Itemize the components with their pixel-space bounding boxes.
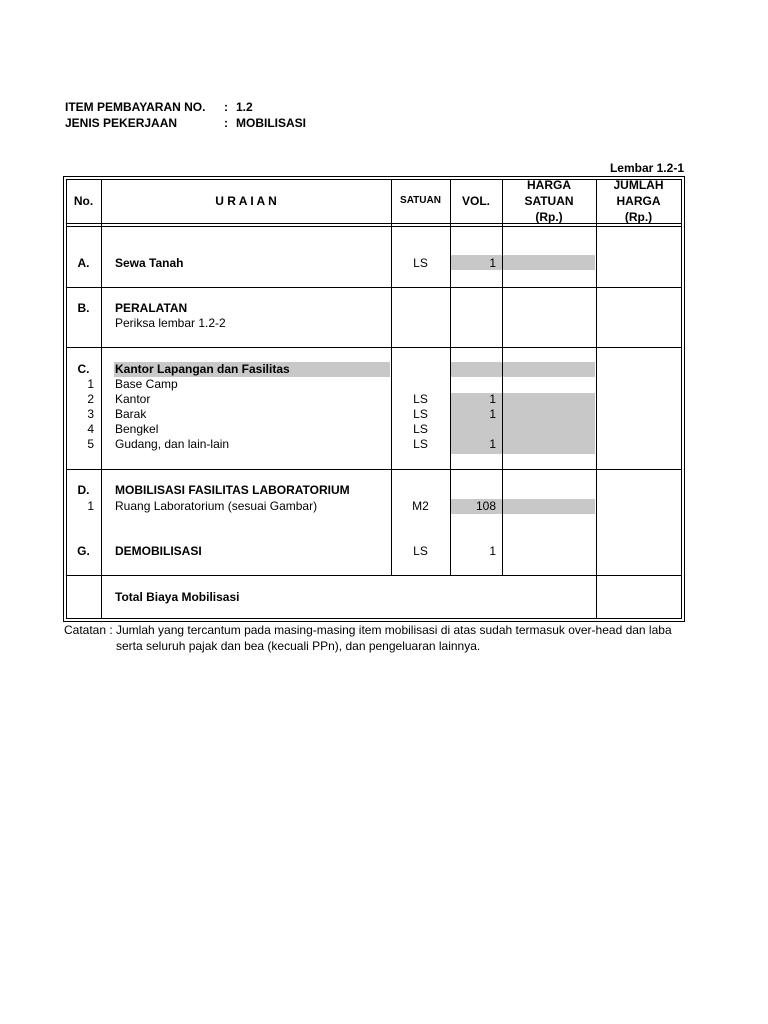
jenis-pekerjaan-sep: : (224, 116, 228, 130)
item-pembayaran-sep: : (224, 100, 228, 114)
frame-inner-right (681, 179, 682, 619)
row-g-vol: 1 (489, 544, 496, 558)
item-pembayaran-value: 1.2 (236, 100, 253, 114)
row-d1-satuan: M2 (412, 499, 429, 513)
header-line-2 (66, 226, 682, 227)
row-line-b (66, 347, 682, 348)
row-c3-label: Barak (115, 407, 147, 421)
col-header-uraian: U R A I A N (215, 194, 277, 208)
jenis-pekerjaan-value: MOBILISASI (236, 116, 307, 130)
col-header-jumlah-2: HARGA (616, 194, 661, 208)
row-c5-vol: 1 (489, 437, 496, 451)
col-header-harga-3: (Rp.) (535, 210, 563, 224)
row-c-label: Kantor Lapangan dan Fasilitas (115, 362, 290, 376)
col-header-vol: VOL. (461, 194, 490, 208)
row-c2-vol: 1 (489, 392, 496, 406)
note-prefix: Catatan : (64, 623, 113, 637)
col-header-jumlah-1: JUMLAH (613, 178, 664, 192)
col-header-harga-1: HARGA (527, 178, 571, 192)
row-d-no: D. (77, 483, 90, 497)
row-d1-vol: 108 (475, 499, 496, 513)
col-header-no: No. (73, 194, 94, 208)
row-g-no: G. (77, 544, 90, 558)
row-b-label: PERALATAN (115, 301, 188, 315)
row-a-satuan: LS (413, 256, 428, 270)
note-line-2: serta seluruh pajak dan bea (kecuali PPn), dan pengeluaran lainnya. (116, 639, 481, 653)
row-c4-no: 4 (87, 422, 94, 436)
row-c1-label: Base Camp (115, 377, 178, 391)
col-line-uraian (391, 179, 392, 575)
col-header-satuan: SATUAN (400, 195, 441, 206)
frame-inner-bottom (66, 618, 682, 619)
row-b-sub: Periksa lembar 1.2-2 (115, 316, 226, 330)
total-label: Total Biaya Mobilisasi (115, 590, 240, 604)
row-b-no: B. (77, 301, 90, 315)
row-c5-no: 5 (87, 437, 94, 451)
note-line-1: Jumlah yang tercantum pada masing-masing item mobilisasi di atas sudah termasuk over-head dan laba (116, 623, 672, 637)
row-c5-label: Gudang, dan lain-lain (115, 437, 230, 451)
row-c4-satuan: LS (413, 422, 428, 436)
row-g-label: DEMOBILISASI (115, 544, 202, 558)
row-c2-label: Kantor (115, 392, 151, 406)
col-line-harga (596, 179, 597, 619)
col-line-satuan (450, 179, 451, 575)
col-line-no (101, 179, 102, 619)
row-c5-satuan: LS (413, 437, 428, 451)
col-line-vol (502, 179, 503, 575)
row-c2-satuan: LS (413, 392, 428, 406)
item-pembayaran-label: ITEM PEMBAYARAN NO. (65, 100, 206, 114)
row-c2-no: 2 (87, 392, 94, 406)
col-header-harga-2: SATUAN (524, 194, 574, 208)
row-c3-satuan: LS (413, 407, 428, 421)
row-c3-vol: 1 (489, 407, 496, 421)
row-d1-no: 1 (87, 499, 94, 513)
row-c-no: C. (77, 362, 90, 376)
row-a-vol: 1 (489, 256, 496, 270)
row-a-no: A. (77, 256, 90, 270)
row-line-c (66, 469, 682, 470)
row-line-a (66, 287, 682, 288)
row-d-label: MOBILISASI FASILITAS LABORATORIUM (115, 483, 350, 497)
col-header-jumlah-3: (Rp.) (624, 210, 653, 224)
row-a-label: Sewa Tanah (115, 256, 184, 270)
row-d1-label: Ruang Laboratorium (sesuai Gambar) (115, 499, 318, 513)
sheet-number: Lembar 1.2-1 (609, 161, 684, 175)
shade-c-head (451, 362, 595, 377)
row-c1-no: 1 (87, 377, 94, 391)
row-g-satuan: LS (413, 544, 428, 558)
row-c3-no: 3 (87, 407, 94, 421)
row-line-dg (66, 575, 682, 576)
jenis-pekerjaan-label: JENIS PEKERJAAN (65, 116, 178, 130)
row-c4-label: Bengkel (115, 422, 159, 436)
